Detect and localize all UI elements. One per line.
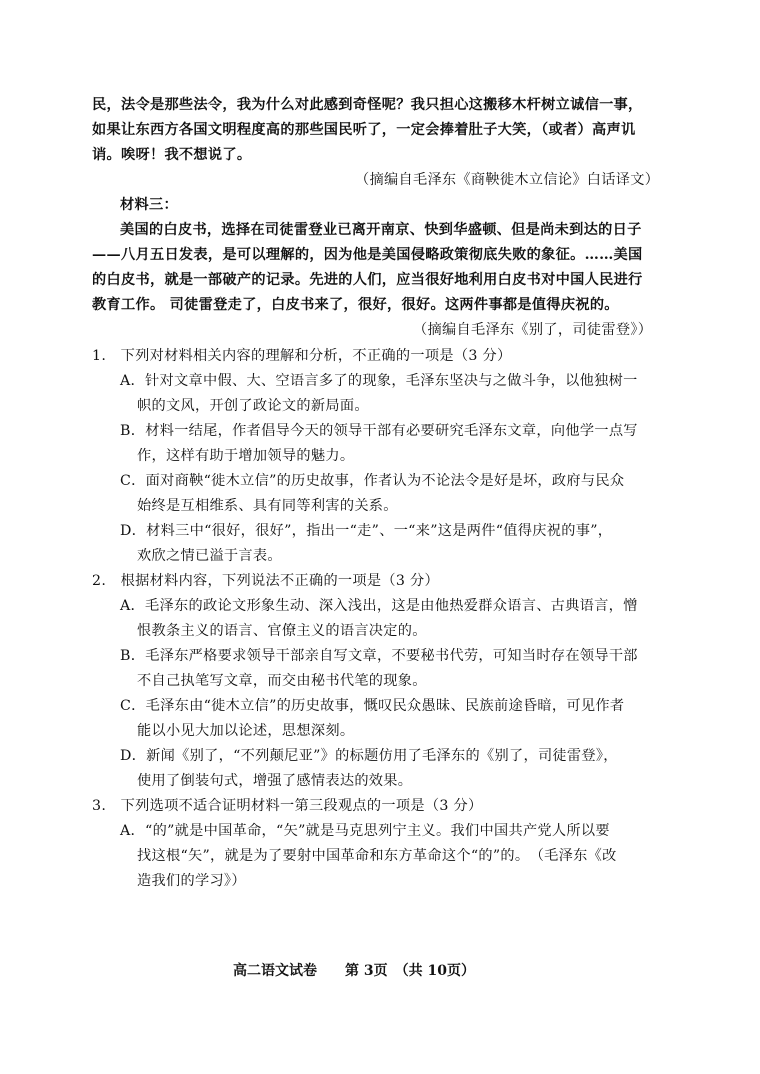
question-1-stem: 1. 下列对材料相关内容的理解和分析，不正确的一项是（3 分）: [92, 348, 512, 364]
question-1-option-b-line-2: 作，这样有助于增加领导的魅力。: [137, 448, 355, 464]
material2-line-1: 民，法令是那些法令，我为什么对此感到奇怪呢？我只担心这搬移木杆树立诚信一事，: [92, 97, 643, 113]
material3-line-2: ——八月五日发表，是可以理解的，因为他是美国侵略政策彻底失败的象征。……美国: [92, 247, 643, 263]
material2-line-3: 诮。唉呀！我不想说了。: [92, 147, 252, 163]
material3-line-3: 的白皮书，就是一部破产的记录。先进的人们，应当很好地利用白皮书对中国人民进行: [92, 272, 643, 288]
material2-line-2: 如果让东西方各国文明程度高的那些国民听了，一定会捧着肚子大笑，（或者）高声讥: [92, 122, 636, 138]
material3-line-4: 教育工作。 司徒雷登走了，白皮书来了，很好，很好。这两件事都是值得庆祝的。: [92, 297, 619, 313]
question-2-option-b-line-2: 不自己执笔写文章，而交由秘书代笔的现象。: [137, 673, 427, 689]
page-footer: 高二语文试卷 第 3页 （共 10页）: [233, 963, 475, 979]
question-1-option-d-line-2: 欢欣之情已溢于言表。: [137, 548, 282, 564]
question-1-option-d-line-1: D．材料三中“很好，很好”，指出一“走”、一“来”这是两件“值得庆祝的事”，: [120, 523, 613, 539]
question-1-option-a-line-2: 帜的文风，开创了政论文的新局面。: [137, 398, 369, 414]
question-2-stem: 2. 根据材料内容，下列说法不正确的一项是（3 分）: [92, 573, 439, 589]
question-2-option-c-line-2: 能以小见大加以论述，思想深刻。: [137, 723, 355, 739]
question-1-option-c-line-1: C．面对商鞅“徙木立信”的历史故事，作者认为不论法令是好是坏，政府与民众: [120, 473, 625, 489]
question-3-option-a-line-2: 找这根“矢”，就是为了要射中国革命和东方革命这个“的”的。 （毛泽东《改: [137, 848, 617, 864]
question-2-option-a-line-2: 恨教条主义的语言、官僚主义的语言决定的。: [137, 623, 427, 639]
material3-heading: 材料三：: [120, 197, 178, 213]
question-2-option-d-line-1: D．新闻《别了，“不列颠尼亚”》的标题仿用了毛泽东的《别了，司徒雷登》，: [120, 748, 618, 764]
question-1-option-b-line-1: B．材料一结尾，作者倡导今天的领导干部有必要研究毛泽东文章，向他学一点写: [120, 423, 638, 439]
material3-line-1: 美国的白皮书，选择在司徒雷登业已离开南京、快到华盛顿、但是尚未到达的日子: [120, 222, 642, 238]
question-2-option-d-line-2: 使用了倒装句式，增强了感情表达的效果。: [137, 773, 413, 789]
question-1-option-a-line-1: A．针对文章中假、大、空语言多了的现象，毛泽东坚决与之做斗争，以他独树一: [120, 373, 638, 389]
question-1-option-c-line-2: 始终是互相维系、具有同等利害的关系。: [137, 498, 398, 514]
question-2-option-c-line-1: C．毛泽东由“徙木立信”的历史故事，慨叹民众愚昧、民族前途昏暗，可见作者: [120, 698, 625, 714]
question-3-stem: 3. 下列选项不适合证明材料一第三段观点的一项是（3 分）: [92, 798, 483, 814]
material2-source: （摘编自毛泽东《商鞅徙木立信论》白话译文）: [355, 172, 660, 188]
question-2-option-a-line-1: A．毛泽东的政论文形象生动、深入浅出，这是由他热爱群众语言、古典语言，憎: [120, 598, 638, 614]
material3-source: （摘编自毛泽东《别了，司徒雷登》）: [413, 322, 653, 338]
question-3-option-a-line-3: 造我们的学习》）: [137, 873, 246, 889]
question-2-option-b-line-1: B．毛泽东严格要求领导干部亲自写文章，不要秘书代劳，可知当时存在领导干部: [120, 648, 638, 664]
question-3-option-a-line-1: A．“的”就是中国革命，“矢”就是马克思列宁主义。我们中国共产党人所以要: [120, 823, 610, 839]
